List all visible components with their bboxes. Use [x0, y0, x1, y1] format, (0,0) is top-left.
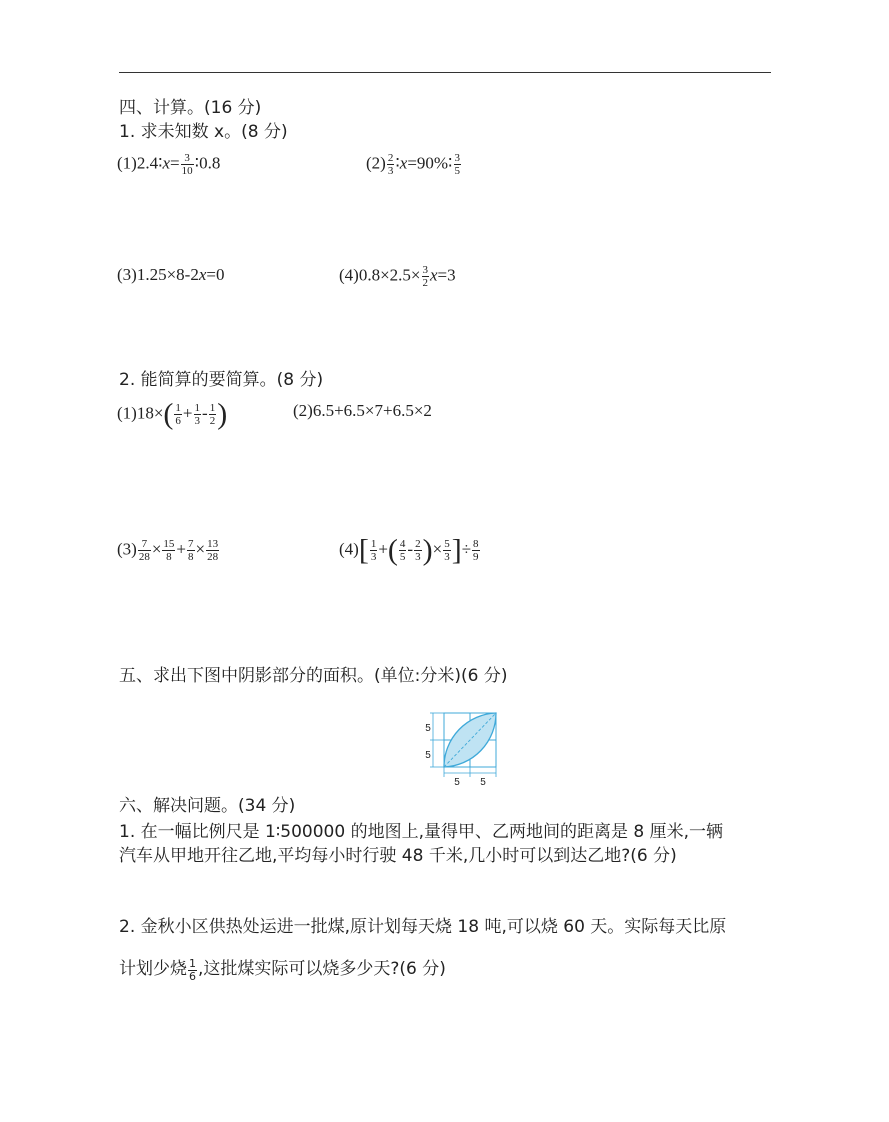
q6-1-line-2: 汽车从甲地开往乙地,平均每小时行驶 48 千米,几小时可以到达乙地?(6 分) [119, 846, 677, 866]
operator: × [432, 539, 443, 559]
variable-x: x [430, 265, 438, 285]
q6-2-line-1: 2. 金秋小区供热处运进一批煤,原计划每天烧 18 吨,可以烧 60 天。实际每天比原 [119, 917, 727, 937]
fraction: $\frac{2}{3}$ [387, 152, 394, 177]
left-paren: ( [387, 533, 398, 567]
problem-text: (4) [339, 539, 359, 559]
problem-2-3 [117, 538, 220, 563]
problem-text: =0 [206, 265, 225, 284]
problem-text: (3)1.25×8-2 [117, 265, 199, 284]
variable-x: x [399, 153, 408, 173]
variable-x: x [198, 265, 207, 284]
right-paren: ) [422, 533, 433, 567]
equals: = [170, 153, 180, 173]
fraction: $\frac{1}{2}$ [209, 402, 216, 427]
left-paren: ( [163, 397, 174, 431]
problem-text: =90%∶ [407, 153, 453, 173]
problem-text: (1)2.4∶ [117, 153, 163, 173]
problem-text: ,这批煤实际可以烧多少天?(6 分) [198, 959, 446, 979]
problem-1-1 [117, 152, 220, 177]
problem-text: ∶ [395, 153, 400, 173]
fraction: $\frac{3}{5}$ [454, 152, 460, 177]
problem-text: (2) [366, 153, 386, 173]
fraction: $\frac{1}{6}$ [175, 402, 181, 427]
problem-text: ∶0.8 [194, 153, 221, 173]
q2-title: 2. 能简算的要简算。(8 分) [119, 370, 324, 390]
operator: × [195, 539, 206, 559]
problem-2-4 [339, 533, 481, 567]
label-left-top: 5 [425, 723, 431, 734]
operator: - [407, 539, 414, 559]
left-bracket: [ [358, 533, 369, 567]
fraction: $\frac{2}{3}$ [415, 538, 421, 563]
fraction: $\frac{7}{28}$ [138, 538, 150, 563]
label-bottom-right: 5 [480, 777, 486, 788]
q1-title: 1. 求未知数 x。(8 分) [119, 122, 288, 142]
section-6-title: 六、解决问题。(34 分) [119, 796, 296, 816]
label-bottom-left: 5 [454, 777, 460, 788]
header-rule [119, 72, 771, 73]
fraction: $\frac{7}{8}$ [188, 538, 194, 563]
operator: + [176, 539, 187, 559]
fraction: $\frac{1}{3}$ [194, 402, 201, 427]
right-bracket: ] [451, 533, 462, 567]
problem-1-4 [339, 264, 456, 289]
problem-text: =3 [437, 265, 456, 285]
fraction: $\frac{1}{3}$ [370, 538, 377, 563]
right-paren: ) [217, 397, 228, 431]
fraction: $\frac{15}{8}$ [163, 538, 175, 563]
problem-1-2 [366, 152, 462, 177]
problem-text: (4)0.8×2.5× [339, 265, 421, 285]
operator: + [378, 539, 388, 559]
section-5-title: 五、求出下图中阴影部分的面积。(单位:分米)(6 分) [119, 666, 508, 686]
fraction: $\frac{1}{6}$ [189, 957, 196, 983]
shaded-area-figure [420, 708, 504, 788]
operator: + [182, 403, 193, 423]
variable-x: x [162, 153, 171, 173]
operator: - [202, 403, 208, 423]
operator: × [151, 539, 162, 559]
q6-1-line-1: 1. 在一幅比例尺是 1∶500000 的地图上,量得甲、乙两地间的距离是 8 厘米,一辆 [119, 822, 723, 842]
label-left-bottom: 5 [425, 750, 431, 761]
fraction: $\frac{3}{10}$ [181, 152, 193, 177]
problem-2-1 [117, 397, 228, 431]
fraction: $\frac{5}{3}$ [444, 538, 450, 563]
fraction: $\frac{3}{2}$ [422, 264, 428, 289]
problem-text: (1)18× [117, 403, 164, 423]
fraction: $\frac{4}{5}$ [399, 538, 406, 563]
operator: ÷ [461, 539, 472, 559]
q6-2-line-2 [119, 958, 446, 983]
fraction: $\frac{13}{28}$ [207, 538, 219, 563]
section-4-title: 四、计算。(16 分) [119, 98, 262, 118]
problem-2-2: (2)6.5+6.5×7+6.5×2 [293, 401, 432, 420]
problem-text: (3) [117, 539, 137, 559]
problem-text: 计划少烧 [119, 959, 187, 979]
fraction: $\frac{8}{9}$ [473, 538, 479, 563]
problem-1-3 [117, 264, 224, 286]
